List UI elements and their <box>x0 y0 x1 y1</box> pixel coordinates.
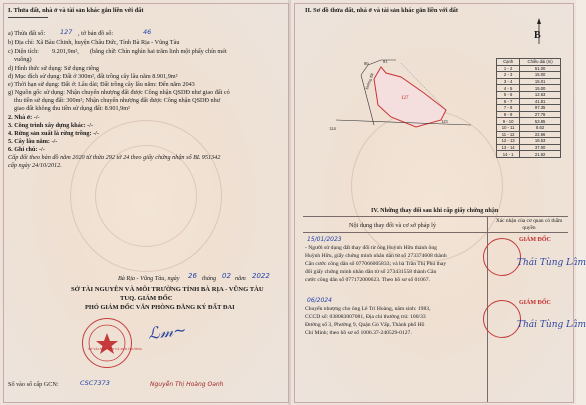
length-cell: 21.82 <box>520 151 561 158</box>
north-label: B <box>534 30 541 41</box>
edge-cell: 4 - 5 <box>497 85 520 92</box>
registry-label: Số vào sổ cấp GCN: <box>8 381 59 388</box>
edge-cell: 10 - 11 <box>497 124 520 131</box>
director-sign-1: Thái Tùng Lâm <box>517 258 586 268</box>
director-sign-2: Thái Tùng Lâm <box>517 320 586 330</box>
length-cell: 15.01 <box>520 78 561 85</box>
edge-cell: 1 - 2 <box>497 65 520 72</box>
edge-cell: 5 - 6 <box>497 91 520 98</box>
entry2-date: 06/2024 <box>307 297 332 304</box>
length-cell: 51.00 <box>520 65 561 72</box>
map-sheet-label: , tờ bản đồ số: <box>78 30 114 37</box>
edge-cell: 7 - 8 <box>497 105 520 112</box>
length-cell: 37.00 <box>520 144 561 151</box>
length-cell: 41.81 <box>520 98 561 105</box>
date-month: 02 <box>222 272 231 280</box>
director-label-2: GIÁM ĐỐC <box>519 300 551 306</box>
entry2-line3: Đường số 3, Phường 9, Quận Gò Vấp, Thành phố Hồ <box>305 322 425 328</box>
length-cell: 22.66 <box>520 131 561 138</box>
usage-form: d) Hình thức sử dụng: Sử dụng riêng <box>8 65 100 72</box>
length-cell: 97.35 <box>520 105 561 112</box>
length-cell: 8.62 <box>520 124 561 131</box>
parcel-number-label: a) Thửa đất số: <box>8 30 46 37</box>
map-label-127: 127 <box>401 96 409 101</box>
entry2-line4: Chí Minh; theo hồ sơ số 1006.37-240529-0127. <box>305 330 412 336</box>
right-frame <box>294 3 574 403</box>
length-cell: 53.85 <box>520 118 561 125</box>
header-length: Chiều dài (m) <box>520 59 561 66</box>
length-cell: 16.53 <box>520 138 561 145</box>
edge-cell: 3 - 4 <box>497 78 520 85</box>
house-row: 2. Nhà ở: -/- <box>8 114 40 121</box>
section-title: I. Thửa đất, nhà ở và tài sản khác gắn liền với đất <box>8 7 144 14</box>
address-line: b) Địa chỉ: Xã Bàu Chinh, huyện Châu Đức, Tỉnh Bà Rịa - Vũng Tàu <box>8 39 180 46</box>
seal-text: SỞ TÀI NGUYÊN VÀ MÔI TRƯỜNG <box>88 347 143 351</box>
changes-col-content: Nội dung thay đổi và cơ sở pháp lý <box>349 222 436 229</box>
date-day: 26 <box>188 272 197 280</box>
length-cell: 15.00 <box>520 85 561 92</box>
map-label-125: 125 <box>441 119 448 124</box>
edge-cell: 11 - 12 <box>497 131 520 138</box>
date-year-label: năm <box>235 275 246 282</box>
entry1-line5: cước công dân số 077172000623. Theo hồ sơ số 01067. <box>305 277 430 283</box>
edge-cell: 8 - 9 <box>497 111 520 118</box>
entry2-line2: CCCD số: 038083007081, Địa chỉ thường trú: 100/33 <box>305 314 426 320</box>
map-label-80: 80 <box>364 61 369 66</box>
usage-term: e) Thời hạn sử dụng: Đất ở: Lâu dài; Đất trồng cây lâu năm: Đến năm 2043 <box>8 81 195 88</box>
area-value: 9.201,9m², <box>52 48 79 55</box>
construction-row: 3. Công trình xây dựng khác: -/- <box>8 122 94 129</box>
changes-title: IV. Những thay đổi sau khi cấp giấy chứng nhận <box>371 207 499 214</box>
header-edge: Cạnh <box>497 59 520 66</box>
area-label: c) Diện tích: <box>8 48 39 55</box>
parcel-number-value: 127 <box>60 28 73 36</box>
entry1-line2: Huỳnh Hữu, giấy chứng minh nhân dân từ số 273374608 thành <box>305 253 447 259</box>
edge-cell: 14 - 1 <box>497 151 520 158</box>
note-text-2: cấp ngày 24/10/2012. <box>8 162 62 169</box>
map-sheet-value: 46 <box>143 28 152 36</box>
edge-cell: 6 - 7 <box>497 98 520 105</box>
left-frame <box>3 3 289 403</box>
edge-cell: 13 - 14 <box>497 144 520 151</box>
length-cell: 12.63 <box>520 91 561 98</box>
entry1-date: 15/01/2023 <box>307 236 342 243</box>
entry1-line1: - Người sử dụng đất thay đổi từ ông Huỳnh Hữu thành ông <box>305 245 437 251</box>
date-year: 2022 <box>252 272 270 280</box>
forest-row: 4. Rừng sản xuất là rừng trồng: -/- <box>8 130 99 137</box>
usage-purpose: đ) Mục đích sử dụng: Đất ở 300m², đất trồng cây lâu năm 8.901,9m² <box>8 73 178 80</box>
usage-origin-3: giao đất không thu tiền sử dụng đất: 8.901,9m² <box>14 105 130 112</box>
perennial-row: 5. Cây lâu năm: -/- <box>8 138 58 145</box>
date-prefix: Bà Rịa - Vũng Tàu, ngày <box>118 275 180 282</box>
edge-cell: 12 - 13 <box>497 138 520 145</box>
usage-origin: g) Nguồn gốc sử dụng: Nhận chuyển nhượng đất được Công nhận QSDĐ như giao đất có <box>8 89 230 96</box>
note-text-1: Cấp đổi theo bản đồ năm 2020 từ thửa 292 tờ 24 theo giấy chứng nhận số BL 951342 <box>8 154 221 161</box>
issuer-title: PHÓ GIÁM ĐỐC VĂN PHÒNG ĐĂNG KÝ ĐẤT ĐAI <box>85 304 235 311</box>
registry-value: CSC7373 <box>80 379 110 387</box>
map-label-81: 81 <box>383 59 388 64</box>
issuer-tuq: TUQ. GIÁM ĐỐC <box>120 295 173 302</box>
map-label-124: 124 <box>329 126 336 131</box>
note-row: 6. Ghi chú: -/- <box>8 146 45 153</box>
map-section-title: II. Sơ đồ thửa đất, nhà ở và tài sản khác gắn liền với đất <box>305 7 458 14</box>
issuer-dept: SỞ TÀI NGUYÊN VÀ MÔI TRƯỜNG TỈNH BÀ RỊA - VŨNG TÀU <box>71 286 264 293</box>
length-cell: 27.78 <box>520 111 561 118</box>
director-label-1: GIÁM ĐỐC <box>519 237 551 243</box>
area-words: (bằng chữ: Chín nghìn hai trăm linh một phẩy chín mét <box>90 48 227 55</box>
changes-col-confirm: Xác nhận của cơ quan có thẩm quyền <box>495 218 563 231</box>
signature: ℒ𝓂~ <box>147 320 188 343</box>
edge-cell: 9 - 10 <box>497 118 520 125</box>
signer-name: Nguyễn Thị Hoàng Oanh <box>150 381 224 388</box>
entry1-line4: đổi giấy chứng minh nhân dân từ số 273431558 thành Căn <box>305 269 437 275</box>
usage-origin-2: thu tiền sử dụng đất: 300m²; Nhận chuyển nhượng đất được Công nhận QSDĐ như <box>14 97 221 104</box>
area-words-cont: vuông) <box>14 56 32 63</box>
length-cell: 15.00 <box>520 72 561 79</box>
entry1-line3: Căn cước công dân số 077066005833; và bà Trần Thị Phú thay <box>305 261 447 267</box>
edge-cell: 2 - 3 <box>497 72 520 79</box>
road-label: Đường đất <box>363 72 375 91</box>
entry2-line1: Chuyển nhượng cho ông Lê Trí Hoàng, năm sinh: 1983, <box>305 306 431 312</box>
date-month-label: tháng <box>202 275 217 282</box>
